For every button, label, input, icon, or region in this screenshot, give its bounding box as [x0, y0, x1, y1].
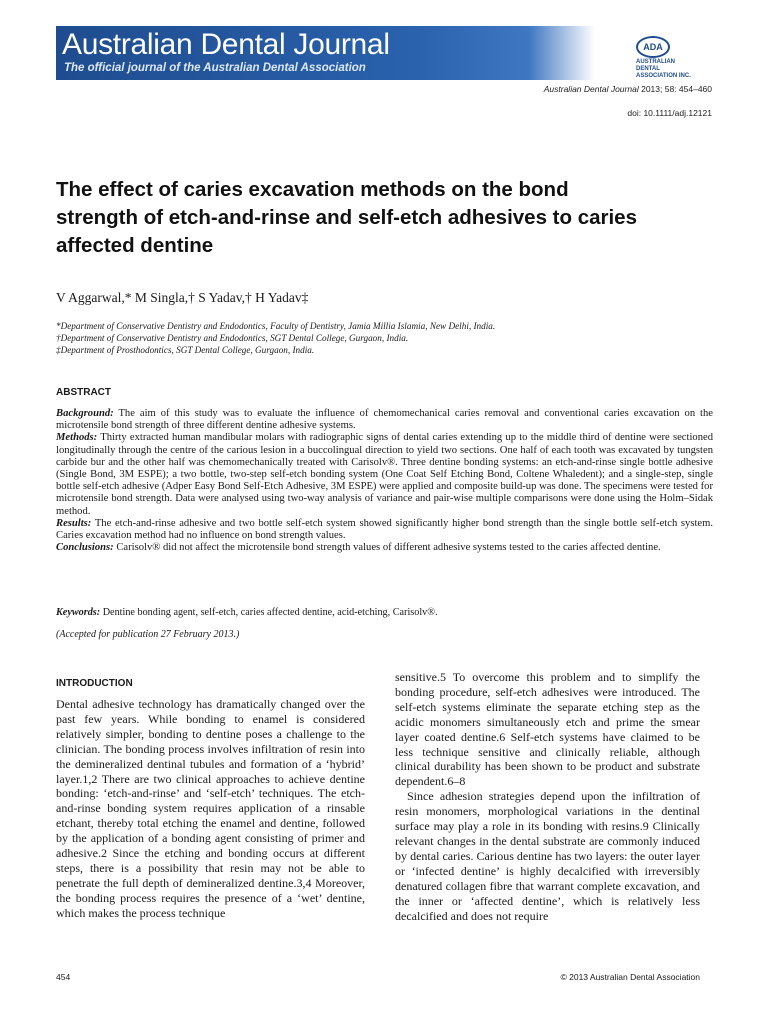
article-title: The effect of caries excavation methods on the bond strength of etch-and-rinse and self-etch adhesives to caries affected dentine [56, 178, 637, 257]
introduction-heading: INTRODUCTION [56, 678, 133, 689]
author-list: V Aggarwal,* M Singla,† S Yadav,† H Yadav‡ [56, 290, 309, 305]
intro-paragraph-3: Since adhesion strategies depend upon the infiltration of resin monomers, morphological variations in the dentinal surface may play a role in its bonding with resins.9 Clinically relevant changes in the dental substrate are commonly induced by dental caries. Carious dentine has two layers: the outer layer or ‘infected dentine’ is highly decalcified with irreversibly denatured collagen fibre that warrant complete excavation, and the inner or ‘affected dentine’, which is relatively less decalcified and does not require [395, 789, 700, 923]
conclusions-text: Carisolv® did not affect the microtensile bond strength values of different adhesive systems tested to the caries affected dentine. [116, 542, 661, 554]
affiliation-2: †Department of Conservative Dentistry and Endodontics, SGT Dental College, Gurgaon, India. [56, 333, 409, 343]
results-label: Results: [56, 517, 92, 529]
page-number: 454 [56, 972, 71, 982]
body-column-right [395, 670, 700, 923]
methods-label: Methods: [56, 432, 98, 444]
background-label: Background: [56, 408, 114, 419]
journal-name: Australian Dental Journal [62, 28, 390, 61]
accepted-date: (Accepted for publication 27 February 2013.) [56, 629, 240, 640]
citation-details: 2013; 58: 454–460 [641, 84, 712, 94]
results-text: The etch-and-rinse adhesive and two bottle self-etch system showed significantly higher bond strength than the single bottle self-etch system. Caries excavation method had no influence on bond strength values. [56, 517, 713, 542]
affiliation-3: ‡Department of Prosthodontics, SGT Dental College, Gurgaon, India. [56, 345, 315, 355]
keywords [56, 607, 713, 618]
background-text: The aim of this study was to evaluate the influence of chemomechanical caries removal and conventional caries excavation on the microtensile bond strength of three different dentine adhesive systems. [56, 408, 714, 432]
doi: doi: 10.1111/adj.12121 [627, 108, 712, 118]
abstract-methods [56, 432, 713, 517]
ada-logo [636, 32, 716, 79]
conclusions-label: Conclusions: [56, 542, 114, 554]
intro-paragraph-2: sensitive.5 To overcome this problem and to simplify the bonding procedure, self-etch adhesives were introduced. The self-etch systems eliminate the separate etching step as the acidic monomers simultaneously etch and prime the smear layer coated dentine.6 Self-etch systems have claimed to be less technique sensitive and clinically reliable, although clinical durability has been shown to be product and substrate dependent.6–8 [395, 670, 700, 789]
citation-journal: Australian Dental Journal [543, 84, 639, 94]
abstract-body [56, 408, 713, 554]
ada-logo-mark: ADA [636, 36, 670, 58]
intro-paragraph-1: Dental adhesive technology has dramatically changed over the past few years. While bonding to enamel is considered relatively simpler, bonding to dentine poses a challenge to the clinician. The bonding process involves infiltration of resin into the demineralized dentinal tubules and formation of a ‘hybrid’ layer.1,2 There are two clinical approaches to achieve dentine bonding: ‘etch-and-rinse’ and ‘self-etch’ techniques. The etch-and-rinse bonding system requires application of a rinsable etchant, thereby total etching the enamel and dentine, followed by the application of a bonding agent consisting of primer and adhesive.2 Since the etching and bonding occurs at different steps, there is a possibility that resin may not be able to penetrate the full depth of demineralized dentine.3,4 Moreover, the bonding process requires the presence of a ‘wet’ dentine, which makes the process technique [56, 697, 365, 920]
abstract-results [56, 518, 713, 542]
ada-logo-text: AUSTRALIAN DENTAL ASSOCIATION INC. [636, 59, 691, 79]
body-column-left [56, 697, 365, 921]
abstract-background [56, 408, 713, 432]
abstract-conclusions [56, 542, 713, 554]
keywords-label: Keywords: [56, 607, 101, 618]
methods-text: Thirty extracted human mandibular molars with radiographic signs of dental caries extending up to the middle third of dentine were sectioned longitudinally through the centre of the carious lesion in a buccolingual direction to yield two sections. One half of each tooth was excavated by tungsten carbide bur and the other half was chemomechanically treated with Carisolv®. Three dentine bonding systems: an etch-and-rinse single bottle adhesive (Single Bond, 3M ESPE); a two bottle, two-step self-etch bonding system (One Coat Self Etching Bond, Coltene Whaledent); and a single-step, single bottle self-etch adhesive (Adper Easy Bond Self-Etch Adhesive, 3M ESPE) were applied and composite build-up was done. The specimens were tested for microtensile bond strength. Data were analysed using two-way analysis of variance and pair-wise multiple comparisons were done using the Holm–Sidak method. [56, 432, 713, 517]
abstract-heading: ABSTRACT [56, 387, 111, 398]
affiliations [56, 320, 716, 356]
copyright: © 2013 Australian Dental Association [560, 972, 700, 982]
citation-line [544, 84, 712, 94]
keywords-text: Dentine bonding agent, self-etch, caries affected dentine, acid-etching, Carisolv®. [102, 607, 438, 618]
journal-tagline: The official journal of the Australian Dental Association [64, 62, 366, 74]
journal-banner [56, 26, 713, 80]
affiliation-1: *Department of Conservative Dentistry and Endodontics, Faculty of Dentistry, Jamia Millia Islamia, New Delhi, India. [56, 321, 496, 331]
